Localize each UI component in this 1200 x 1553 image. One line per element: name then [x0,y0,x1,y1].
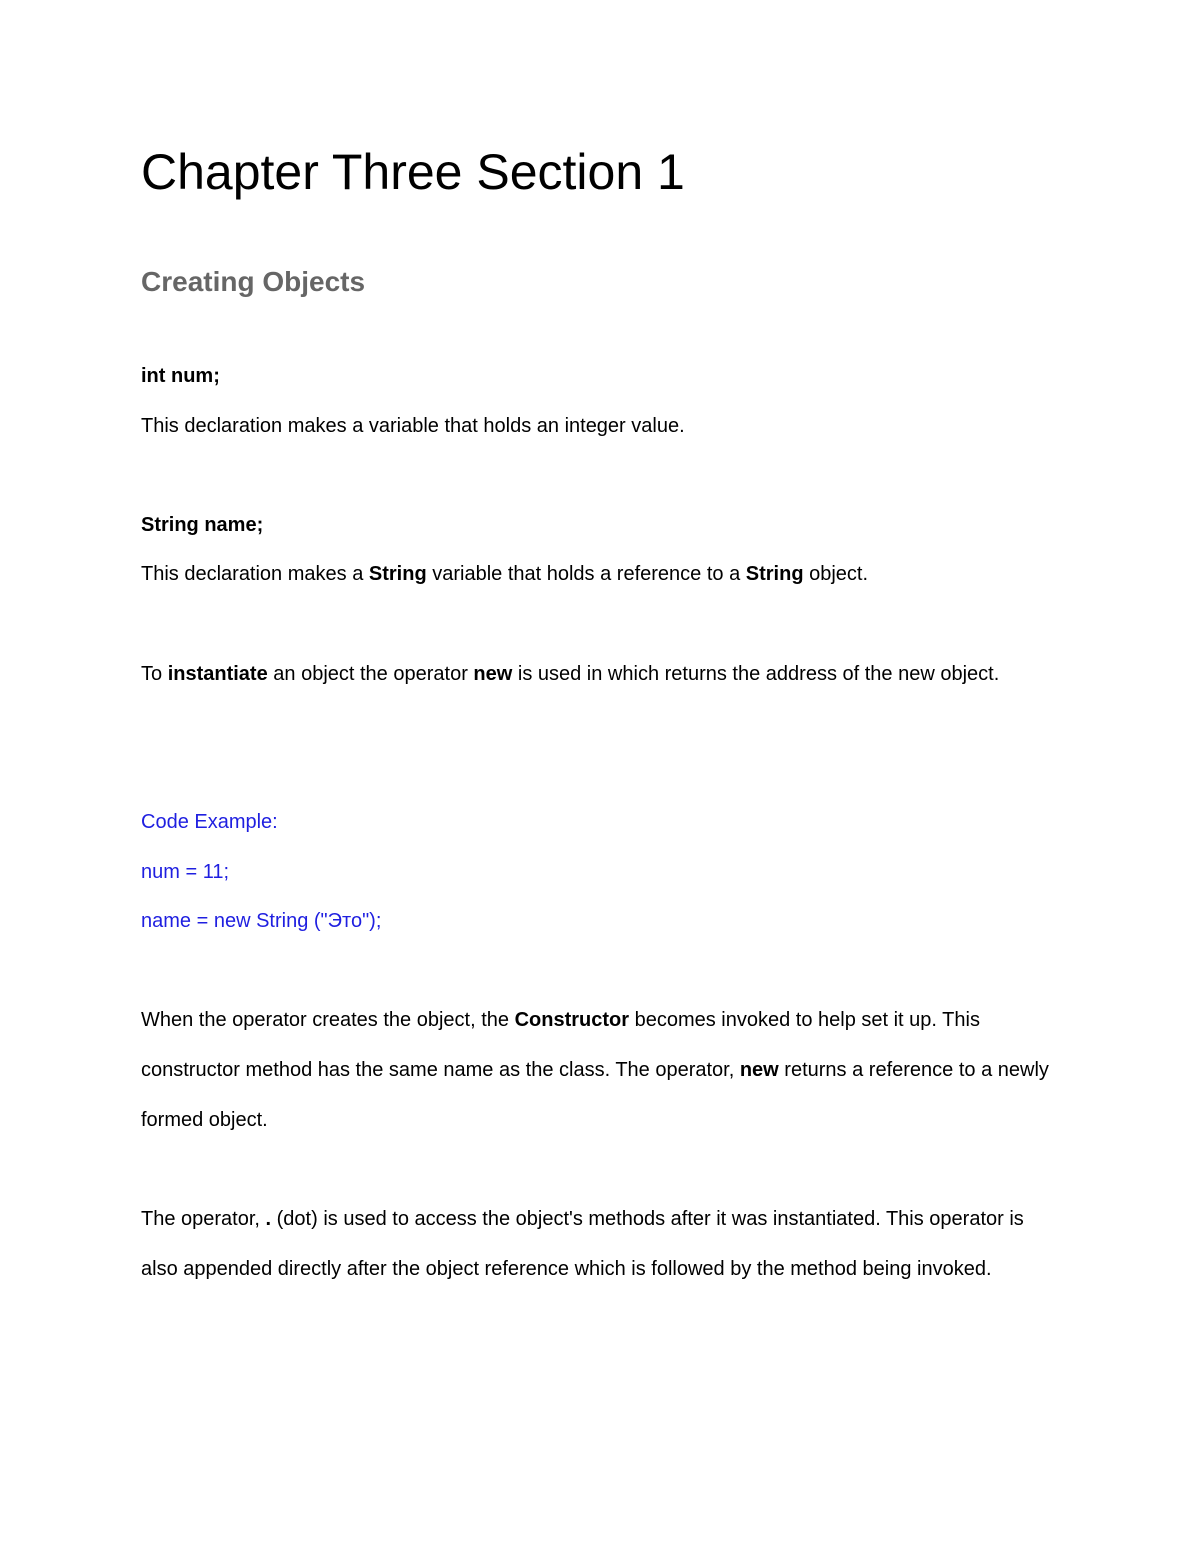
keyword-string: String [745,563,804,585]
declaration-string-code [141,500,1061,550]
keyword-new: new [739,1059,779,1081]
string-declaration: String name; [141,514,264,536]
section-heading: Creating Objects [141,266,366,297]
declaration-string-description: This declaration makes a String variable that holds a reference to a String object. [141,563,869,585]
keyword-new: new [473,663,513,685]
code-example-label: Code Example: [141,811,278,833]
keyword-constructor: Constructor [514,1009,630,1031]
instantiate-paragraph: To instantiate an object the operator new is used in which returns the address of the new object. [141,663,1000,685]
page-title: Chapter Three Section 1 [141,144,685,200]
keyword-instantiate: instantiate [167,663,268,685]
declaration-int-description: This declaration makes a variable that holds an integer value. [141,415,685,437]
declaration-int-code [141,351,1061,401]
keyword-dot: . [265,1208,272,1230]
code-line: num = 11; [141,861,230,883]
keyword-string: String [368,563,427,585]
code-line: name = new String ("Это"); [141,910,382,932]
int-declaration: int num; [141,365,220,387]
dot-operator-paragraph: The operator, . (dot) is used to access the object's methods after it was instantiated. This operator is also appended directly after the object reference which is followed by the method being invoked. [141,1208,1024,1280]
constructor-paragraph: When the operator creates the object, the Constructor becomes invoked to help set it up. This constructor method has the same name as the class. The operator, new returns a reference to a newly formed object. [141,1009,1049,1131]
